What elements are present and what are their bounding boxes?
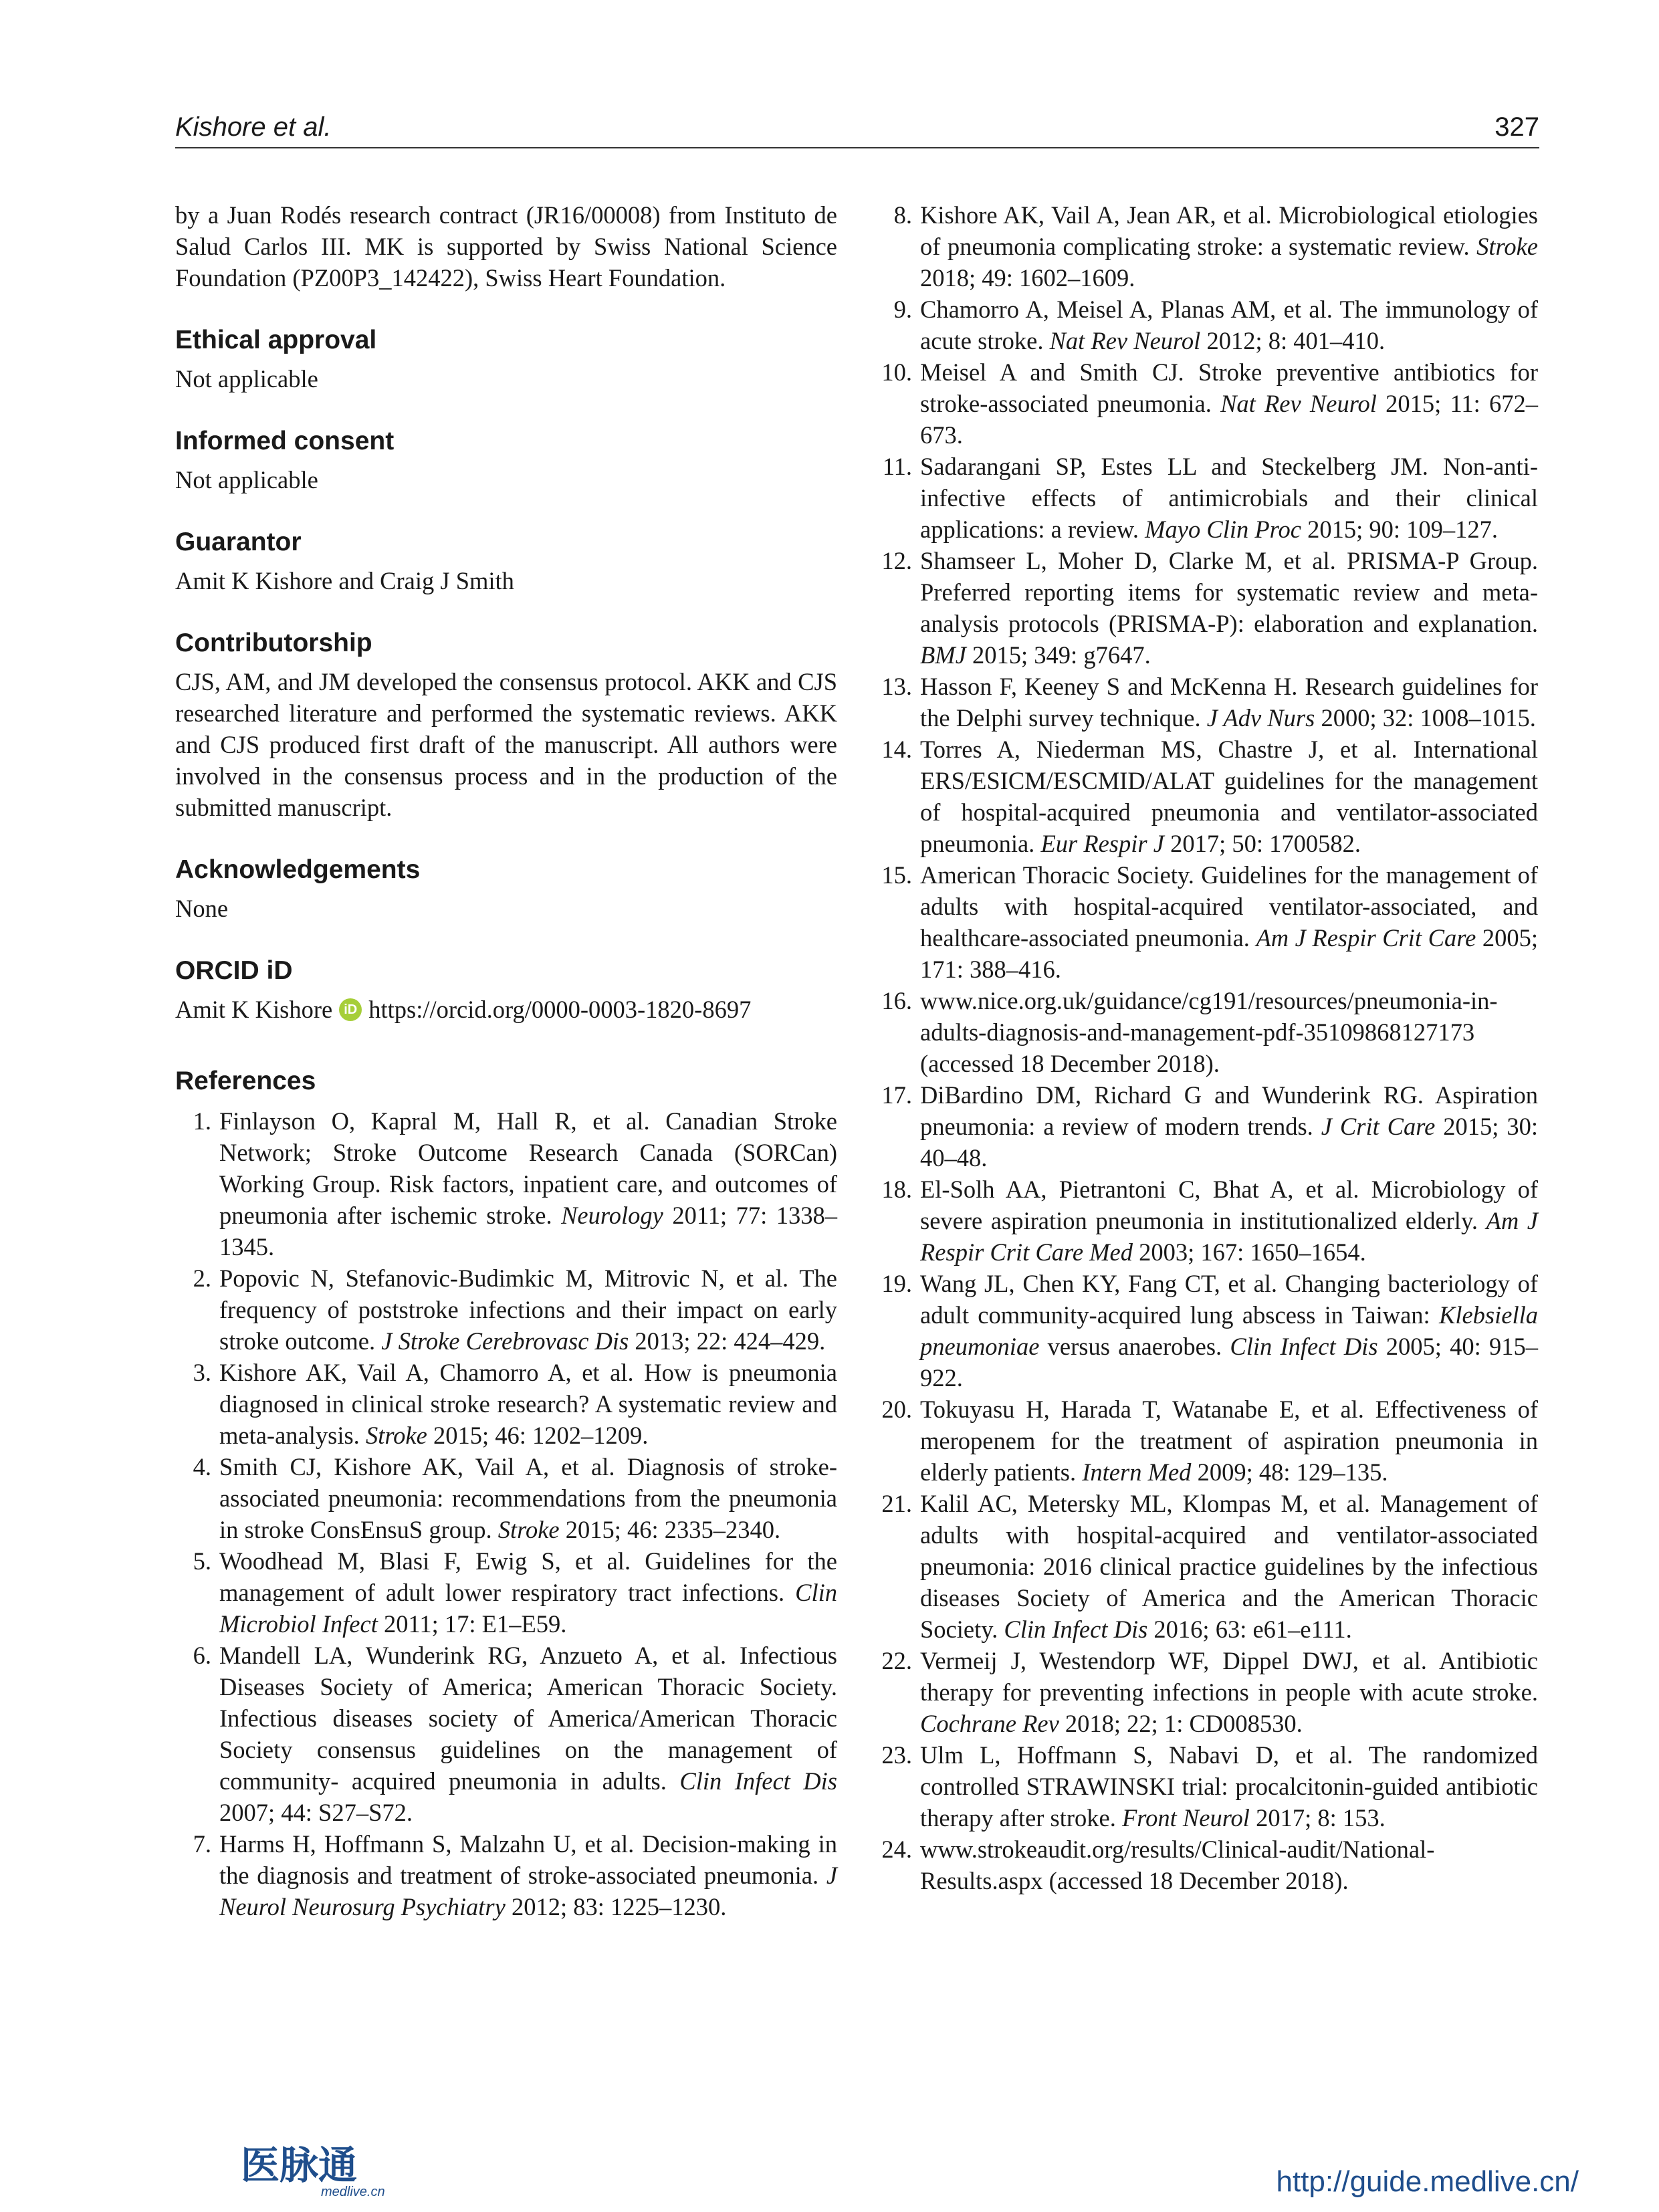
reference-journal: Clin Infect Dis bbox=[679, 1767, 838, 1795]
reference-text: Vermeij J, Westendorp WF, Dippel DWJ, et al. Antibiotic therapy for preventing infections in people with acute stroke. bbox=[920, 1647, 1538, 1706]
reference-text: www.nice.org.uk/guidance/cg191/resources/pneumonia-in-adults-diagnosis-and-management-pdf-35109868127173 (accessed 18 December 2018). bbox=[920, 987, 1498, 1077]
reference-text: 2018; 49: 1602–1609. bbox=[920, 264, 1135, 292]
reference-number: 15. bbox=[881, 861, 912, 889]
reference-number: 10. bbox=[881, 358, 912, 386]
reference-text: Wang JL, Chen KY, Fang CT, et al. Changing bacteriology of adult community-acquired lung abscess in Taiwan: bbox=[920, 1270, 1538, 1329]
reference-number: 18. bbox=[881, 1176, 912, 1203]
reference-text: Kishore AK, Vail A, Jean AR, et al. Microbiological etiologies of pneumonia complicating stroke: a systematic review. bbox=[920, 201, 1538, 260]
reference-item bbox=[876, 1834, 1538, 1896]
reference-journal: Mayo Clin Proc bbox=[1145, 516, 1301, 543]
reference-body bbox=[219, 1640, 837, 1828]
section-text: None bbox=[175, 895, 229, 922]
reference-item bbox=[876, 1645, 1538, 1739]
reference-body bbox=[920, 1174, 1538, 1268]
reference-journal: Clin Infect Dis bbox=[1004, 1616, 1148, 1643]
reference-journal: Nat Rev Neurol bbox=[1220, 390, 1377, 417]
reference-text: Kalil AC, Metersky ML, Klompas M, et al. Management of adults with hospital-acquired and ventilator-associated pneumonia: 2016 clinical practice guidelines by the infectious diseases Society of America and the American Thoracic Society. bbox=[920, 1490, 1538, 1643]
reference-text: Finlayson O, Kapral M, Hall R, et al. Canadian Stroke Network; Stroke Outcome Research Canada (SORCan) Working Group. Risk factors, inpatient care, and outcomes of pneumonia after ischemic stroke. bbox=[219, 1107, 837, 1229]
reference-text: 2007; 44: S27–S72. bbox=[219, 1799, 413, 1826]
reference-body bbox=[920, 671, 1538, 734]
reference-item bbox=[876, 1739, 1538, 1834]
reference-item bbox=[876, 985, 1538, 1079]
reference-text: Sadarangani SP, Estes LL and Steckelberg JM. Non-anti-infective effects of antimicrobials and their clinical applications: a review. bbox=[920, 453, 1538, 543]
reference-text: 2011; 77: 1338–1345. bbox=[219, 1202, 837, 1260]
reference-text: versus anaerobes. bbox=[1047, 1333, 1222, 1360]
reference-number: 11. bbox=[882, 453, 912, 480]
reference-body bbox=[920, 985, 1538, 1079]
reference-body bbox=[219, 1828, 837, 1922]
reference-item bbox=[175, 1545, 837, 1640]
reference-text: Shamseer L, Moher D, Clarke M, et al. PRISMA-P Group. Preferred reporting items for systematic review and meta-analysis protocols (PRISMA-P): elaboration and explanation. bbox=[920, 547, 1538, 637]
section-text: Amit K Kishore and Craig J Smith bbox=[175, 567, 514, 594]
reference-body bbox=[920, 451, 1538, 545]
reference-item bbox=[175, 1640, 837, 1828]
reference-body bbox=[920, 1394, 1538, 1488]
reference-text: 2012; 83: 1225–1230. bbox=[511, 1893, 727, 1920]
reference-item bbox=[876, 671, 1538, 734]
reference-number: 6. bbox=[193, 1642, 211, 1669]
reference-item bbox=[876, 1079, 1538, 1174]
references-heading: References bbox=[175, 1067, 316, 1095]
reference-journal: Stroke bbox=[1476, 233, 1538, 260]
reference-body bbox=[219, 1105, 837, 1262]
reference-text: 2015; 46: 2335–2340. bbox=[565, 1516, 781, 1543]
reference-text: 2018; 22; 1: CD008530. bbox=[1065, 1710, 1303, 1737]
reference-number: 4. bbox=[193, 1453, 211, 1480]
reference-body bbox=[920, 1645, 1538, 1739]
reference-body bbox=[920, 294, 1538, 356]
reference-body bbox=[920, 199, 1538, 294]
reference-text: Tokuyasu H, Harada T, Watanabe E, et al. Effectiveness of meropenem for the treatment of aspiration pneumonia in elderly patients. bbox=[920, 1396, 1538, 1486]
reference-body bbox=[219, 1357, 837, 1451]
reference-journal: Klebsiella pneumoniae bbox=[920, 1301, 1538, 1360]
reference-text: 2012; 8: 401–410. bbox=[1206, 327, 1386, 354]
reference-journal: J Crit Care bbox=[1321, 1113, 1436, 1140]
reference-journal: J Adv Nurs bbox=[1206, 704, 1315, 732]
reference-text: Chamorro A, Meisel A, Planas AM, et al. The immunology of acute stroke. bbox=[920, 296, 1538, 354]
section-heading: Ethical approval bbox=[175, 326, 377, 354]
reference-text: Meisel A and Smith CJ. Stroke preventive antibiotics for stroke-associated pneumonia. bbox=[920, 358, 1538, 417]
reference-text: 2000; 32: 1008–1015. bbox=[1321, 704, 1536, 732]
reference-number: 7. bbox=[193, 1830, 211, 1858]
reference-body bbox=[920, 1834, 1538, 1896]
right-column bbox=[876, 199, 1538, 1896]
references-list-right bbox=[876, 199, 1538, 1896]
reference-text: 2017; 8: 153. bbox=[1256, 1804, 1386, 1832]
section-text: Not applicable bbox=[175, 466, 318, 493]
reference-body bbox=[920, 356, 1538, 451]
header-rule bbox=[175, 147, 1539, 148]
orcid-line bbox=[175, 994, 837, 1025]
reference-text: Ulm L, Hoffmann S, Nabavi D, et al. The randomized controlled STRAWINSKI trial: procalcitonin-guided antibiotic therapy after stroke. bbox=[920, 1741, 1538, 1832]
reference-text: Popovic N, Stefanovic-Budimkic M, Mitrovic N, et al. The frequency of poststroke infections and their impact on early stroke outcome. bbox=[219, 1264, 837, 1355]
reference-text: Harms H, Hoffmann S, Malzahn U, et al. Decision-making in the diagnosis and treatment of stroke-associated pneumonia. bbox=[219, 1830, 837, 1889]
reference-text: 2005; 171: 388–416. bbox=[920, 924, 1538, 983]
reference-number: 3. bbox=[193, 1359, 211, 1386]
reference-number: 16. bbox=[881, 987, 912, 1014]
reference-body bbox=[920, 859, 1538, 985]
reference-item bbox=[876, 1174, 1538, 1268]
reference-number: 2. bbox=[193, 1264, 211, 1292]
reference-text: 2009; 48: 129–135. bbox=[1197, 1458, 1388, 1486]
reference-body bbox=[219, 1262, 837, 1357]
reference-number: 14. bbox=[881, 736, 912, 763]
section-heading: Guarantor bbox=[175, 528, 302, 556]
orcid-icon: iD bbox=[339, 998, 362, 1021]
reference-number: 24. bbox=[881, 1836, 912, 1863]
reference-text: 2015; 30: 40–48. bbox=[920, 1113, 1539, 1172]
reference-number: 20. bbox=[881, 1396, 912, 1423]
reference-number: 17. bbox=[881, 1081, 912, 1109]
section-heading: Contributorship bbox=[175, 629, 372, 657]
reference-item bbox=[175, 1262, 837, 1357]
reference-journal: BMJ bbox=[920, 641, 966, 669]
logo-subtext: medlive.cn bbox=[321, 2185, 385, 2199]
reference-body bbox=[920, 545, 1538, 671]
reference-journal: Stroke bbox=[497, 1516, 560, 1543]
reference-text: 2011; 17: E1–E59. bbox=[383, 1610, 567, 1638]
running-head-authors: Kishore et al. bbox=[175, 112, 332, 142]
reference-journal: Clin Infect Dis bbox=[1230, 1333, 1378, 1360]
orcid-name: Amit K Kishore bbox=[175, 996, 333, 1023]
reference-number: 12. bbox=[881, 547, 912, 574]
funding-continuation: by a Juan Rodés research contract (JR16/00008) from Instituto de Salud Carlos III. MK is supported by Swiss National Science Foundation (PZ00P3_142422), Swiss Heart Foundation. bbox=[175, 201, 837, 292]
reference-text: 2016; 63: e61–e111. bbox=[1153, 1616, 1352, 1643]
section-acknowledgements bbox=[175, 854, 837, 924]
reference-journal: Stroke bbox=[365, 1422, 427, 1449]
reference-body bbox=[920, 1079, 1538, 1174]
reference-body bbox=[920, 1488, 1538, 1645]
reference-journal: Am J Respir Crit Care bbox=[1256, 924, 1476, 952]
reference-text: www.strokeaudit.org/results/Clinical-audit/National-Results.aspx (accessed 18 December 2018). bbox=[920, 1836, 1435, 1894]
reference-journal: J Stroke Cerebrovasc Dis bbox=[381, 1327, 629, 1355]
reference-number: 1. bbox=[193, 1107, 211, 1135]
reference-text: DiBardino DM, Richard G and Wunderink RG. Aspiration pneumonia: a review of modern trends. bbox=[920, 1081, 1538, 1140]
orcid-link[interactable]: https://orcid.org/0000-0003-1820-8697 bbox=[368, 996, 752, 1023]
section-informed-consent bbox=[175, 425, 837, 495]
reference-number: 23. bbox=[881, 1741, 912, 1769]
medlive-logo bbox=[241, 2140, 415, 2200]
reference-journal: Am J Respir Crit Care Med bbox=[920, 1207, 1538, 1266]
reference-number: 19. bbox=[881, 1270, 912, 1297]
reference-body bbox=[219, 1545, 837, 1640]
reference-item bbox=[876, 734, 1538, 859]
section-heading: Informed consent bbox=[175, 427, 395, 455]
reference-item bbox=[876, 1394, 1538, 1488]
reference-journal: Front Neurol bbox=[1122, 1804, 1250, 1832]
reference-text: 2015; 349: g7647. bbox=[972, 641, 1151, 669]
reference-item bbox=[876, 356, 1538, 451]
reference-item bbox=[175, 1357, 837, 1451]
reference-number: 13. bbox=[881, 673, 912, 700]
reference-item bbox=[876, 451, 1538, 545]
reference-text: 2005; 40: 915–922. bbox=[920, 1333, 1539, 1392]
section-ethical-approval bbox=[175, 324, 837, 395]
reference-journal: Cochrane Rev bbox=[920, 1710, 1059, 1737]
reference-item bbox=[876, 859, 1538, 985]
reference-item bbox=[175, 1105, 837, 1262]
reference-item bbox=[876, 1268, 1538, 1394]
reference-number: 8. bbox=[893, 201, 912, 229]
reference-item bbox=[876, 294, 1538, 356]
section-guarantor bbox=[175, 526, 837, 596]
reference-text: 2017; 50: 1700582. bbox=[1170, 830, 1361, 857]
reference-body bbox=[920, 734, 1538, 859]
reference-text: 2013; 22: 424–429. bbox=[635, 1327, 826, 1355]
reference-text: American Thoracic Society. Guidelines for the management of adults with hospital-acquired ventilator-associated, and healthcare-associated pneumonia. bbox=[920, 861, 1538, 952]
reference-text: 2015; 90: 109–127. bbox=[1307, 516, 1499, 543]
section-orcid bbox=[175, 955, 837, 1025]
reference-text: El-Solh AA, Pietrantoni C, Bhat A, et al. Microbiology of severe aspiration pneumonia in institutionalized elderly. bbox=[920, 1176, 1538, 1234]
section-text: CJS, AM, and JM developed the consensus protocol. AKK and CJS researched literature and performed the systematic reviews. AKK and CJS produced first draft of the manuscript. All authors were involved in the consensus process and in the production of the submitted manuscript. bbox=[175, 668, 837, 821]
section-contributorship bbox=[175, 627, 837, 823]
reference-item bbox=[876, 1488, 1538, 1645]
reference-body bbox=[920, 1268, 1538, 1394]
logo-text: 医脉通 bbox=[241, 2142, 358, 2188]
section-heading: Acknowledgements bbox=[175, 855, 421, 884]
reference-journal: Intern Med bbox=[1082, 1458, 1192, 1486]
footer-url[interactable]: http://guide.medlive.cn/ bbox=[1276, 2165, 1579, 2198]
reference-number: 22. bbox=[881, 1647, 912, 1674]
reference-number: 5. bbox=[193, 1547, 211, 1575]
reference-body bbox=[219, 1451, 837, 1545]
reference-number: 9. bbox=[893, 296, 912, 323]
reference-body bbox=[920, 1739, 1538, 1834]
page-number: 327 bbox=[1495, 112, 1539, 142]
reference-journal: Neurology bbox=[561, 1202, 663, 1229]
reference-item bbox=[876, 545, 1538, 671]
reference-item bbox=[175, 1828, 837, 1922]
reference-text: 2015; 11: 672–673. bbox=[920, 390, 1538, 449]
reference-item bbox=[876, 199, 1538, 294]
reference-text: Torres A, Niederman MS, Chastre J, et al. International ERS/ESICM/ESCMID/ALAT guidelines for the management of hospital-acquired pneumonia and ventilator-associated pneumonia. bbox=[920, 736, 1538, 857]
reference-journal: J Neurol Neurosurg Psychiatry bbox=[219, 1862, 838, 1920]
reference-text: Mandell LA, Wunderink RG, Anzueto A, et al. Infectious Diseases Society of America; American Thoracic Society. Infectious diseases society of America/American Thoracic Society consensus guidelines on the management of community- acquired pneumonia in adults. bbox=[219, 1642, 837, 1795]
reference-number: 21. bbox=[881, 1490, 912, 1517]
reference-text: 2015; 46: 1202–1209. bbox=[433, 1422, 649, 1449]
reference-text: Kishore AK, Vail A, Chamorro A, et al. How is pneumonia diagnosed in clinical stroke research? A systematic review and meta-analysis. bbox=[219, 1359, 837, 1449]
reference-journal: Eur Respir J bbox=[1040, 830, 1164, 857]
reference-text: 2003; 167: 1650–1654. bbox=[1139, 1238, 1366, 1266]
section-heading: ORCID iD bbox=[175, 956, 293, 985]
reference-journal: Nat Rev Neurol bbox=[1049, 327, 1201, 354]
section-text: Not applicable bbox=[175, 365, 318, 393]
references-list-left bbox=[175, 1105, 837, 1922]
left-column bbox=[175, 199, 837, 1922]
reference-item bbox=[175, 1451, 837, 1545]
reference-text: Woodhead M, Blasi F, Ewig S, et al. Guidelines for the management of adult lower respiratory tract infections. bbox=[219, 1547, 837, 1606]
reference-text: Hasson F, Keeney S and McKenna H. Research guidelines for the Delphi survey technique. bbox=[920, 673, 1538, 732]
reference-journal: Clin Microbiol Infect bbox=[219, 1579, 838, 1638]
reference-text: Smith CJ, Kishore AK, Vail A, et al. Diagnosis of stroke-associated pneumonia: recommendations from the pneumonia in stroke ConsEnsuS group. bbox=[219, 1453, 837, 1543]
